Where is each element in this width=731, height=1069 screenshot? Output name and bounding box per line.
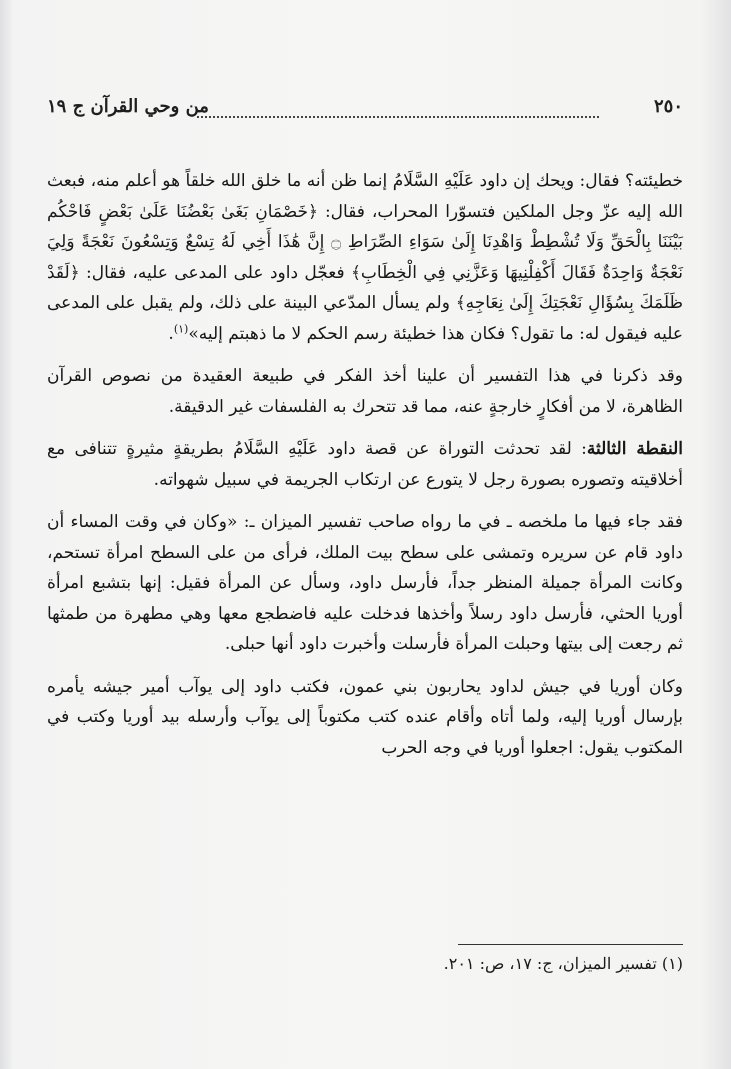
paragraph-text: فعجّل داود على المدعى عليه، فقال: (79, 262, 351, 283)
section-heading: النقطة الثالثة (586, 439, 684, 459)
paragraph (47, 361, 683, 422)
quran-verse: ﴿خَصْمَانِ بَغَىٰ بَعْضُنَا عَلَىٰ بَعْضٍ فَاحْكُم بَيْنَنَا بِالْحَقِّ وَلَا تُشْطِطْ وَاهْدِنَا إِلَىٰ سَوَاءِ الصِّرَاطِ ۝ إِنَّ هَٰذَا أَخِي لَهُ تِسْعٌ وَتِسْعُونَ نَعْجَةً وَلِيَ نَعْجَةٌ وَاحِدَةٌ فَقَالَ أَكْفِلْنِيهَا وَعَزَّنِي فِي الْخِطَابِ﴾ (47, 201, 683, 283)
footnote-marker: (١) (173, 321, 189, 335)
body-text (47, 166, 683, 775)
paragraph (47, 434, 683, 495)
paragraph-text: فقد جاء فيها ما ملخصه ـ في ما رواه صاحب تفسير الميزان ـ: «وكان في وقت المساء أن داود قام عن سريره وتمشى على سطح بيت الملك، فرأى من على السطح امرأة تستحم، وكانت المرأة جميلة المنظر جداً، فأرسل داود، وسأل عن المرأة فقيل: إنها بتشبع امرأة أوريا الحثي، فأرسل داود رسلاً وأخذها فدخلت عليه فاضطجع معها وهي مطهرة من طمثها ثم رجعت إلى بيتها وحبلت المرأة فأرسلت وأخبرت داود أنها حبلى. (47, 512, 683, 654)
paragraph (47, 166, 683, 349)
running-title: من وحي القرآن ج ١٩ (47, 96, 209, 117)
paragraph-text: خطيئته؟ فقال: ويحك إن داود عَلَيْهِ السَّلَامُ إنما ظن أنه ما خلق الله خلقاً هو أعلم منه، فبعث الله إليه عزّ وجل الملكين فتسوّرا المحراب، فقال: (47, 171, 683, 222)
page-header (47, 96, 683, 124)
footnote-separator (458, 944, 683, 945)
paragraph (47, 672, 683, 764)
quran-verse: ﴿لَقَدْ ظَلَمَكَ بِسُؤَالِ نَعْجَتِكَ إِلَىٰ نِعَاجِهِ﴾ (47, 262, 683, 313)
paragraph-text: : لقد تحدثت التوراة عن قصة داود عَلَيْهِ السَّلَامُ بطريقةٍ مثيرةٍ تتنافى مع أخلاقيته وتصوره بصورة رجل لا يتورع عن ارتكاب الجريمة في سبيل شهواته. (47, 439, 683, 490)
paragraph-text: وكان أوريا في جيش لداود يحاربون بني عمون، فكتب داود إلى يوآب أمير جيشه يأمره بإرسال أوريا إليه، ولما أتاه وأقام عنده كتب مكتوباً إلى يوآب وأرسله بيد أوريا وكتب في المكتوب يقول: اجعلوا أوريا في وجه الحرب (47, 676, 683, 758)
header-dotted-leader (197, 116, 599, 118)
paragraph-text: ولم يسأل المدّعي البينة على ذلك، ولم يقبل على المدعى عليه فيقول له: ما تقول؟ فكان هذا خطيئة رسم الحكم لا ما ذهبتم إليه» (47, 293, 683, 344)
paragraph (47, 507, 683, 660)
paragraph-text: . (168, 323, 174, 344)
page-number: ٢٥٠ (653, 96, 683, 117)
footnote: (١) تفسير الميزان، ج: ١٧، ص: ٢٠١. (443, 954, 683, 973)
paragraph-text: وقد ذكرنا في هذا التفسير أن علينا أخذ الفكر في طبيعة العقيدة من نصوص القرآن الظاهرة، لا من أفكارٍ خارجةٍ عنه، مما قد تتحرك به الفلسفات غير الدقيقة. (47, 366, 683, 417)
